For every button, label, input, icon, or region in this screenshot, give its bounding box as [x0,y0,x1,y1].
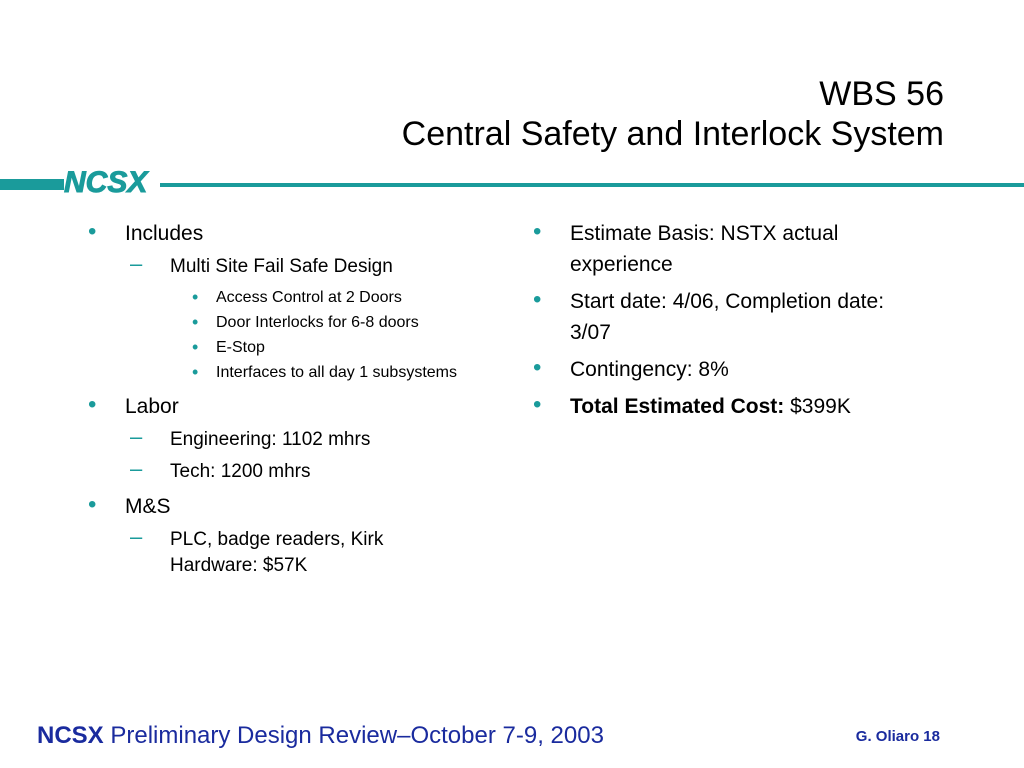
dash-icon: – [130,524,143,549]
bullet-ms: • M&S [88,491,171,518]
bullet-icon: • [88,218,97,245]
right-column [533,218,933,428]
bullet-icon: • [533,286,542,313]
title-rule [0,179,1024,189]
sub-fail-safe: – Multi Site Fail Safe Design [130,251,393,277]
subsub-estop: • E-Stop [192,337,265,357]
sub-engineering: – Engineering: 1102 mhrs [130,424,371,450]
dash-icon: – [130,424,143,449]
page-number: G. Oliaro 18 [855,728,940,745]
subsub-access: • Access Control at 2 Doors [192,287,402,307]
sub-plc: – PLC, badge readers, Kirk Hardware: $57K [130,524,384,576]
title-line-1: WBS 56 [819,75,944,113]
rule-left-bar [0,179,64,190]
bullet-includes: • Includes [88,218,204,245]
bullet-icon: • [192,337,199,357]
bullet-contingency: • Contingency: 8% [533,354,729,381]
bullet-icon: • [533,218,542,245]
dash-icon: – [130,456,143,481]
rule-right-bar [160,183,1024,187]
slide-title [402,74,944,154]
dash-icon: – [130,251,143,276]
bullet-icon: • [533,391,542,418]
total-cost-label: Total Estimated Cost: [570,395,785,418]
bullet-icon: • [192,362,199,382]
title-line-2: Central Safety and Interlock System [401,115,944,153]
footer-brand: NCSX [37,722,104,749]
ncsx-logo: NCSX [64,166,148,199]
bullet-icon: • [192,312,199,332]
bullet-labor: • Labor [88,391,179,418]
left-column [88,218,508,585]
bullet-basis: • Estimate Basis: NSTX actual experience [533,218,839,276]
subsub-interfaces: • Interfaces to all day 1 subsystems [192,362,457,382]
bullet-dates: • Start date: 4/06, Completion date: 3/07 [533,286,885,344]
bullet-icon: • [192,287,199,307]
footer-text: Preliminary Design Review–October 7-9, 2003 [103,722,604,749]
bullet-icon: • [533,354,542,381]
bullet-icon: • [88,391,97,418]
total-cost-value: $399K [784,395,851,418]
footer [37,722,604,750]
bullet-icon: • [88,491,97,518]
bullet-total-cost [533,391,933,422]
sub-tech: – Tech: 1200 mhrs [130,456,311,482]
subsub-door: • Door Interlocks for 6-8 doors [192,312,419,332]
